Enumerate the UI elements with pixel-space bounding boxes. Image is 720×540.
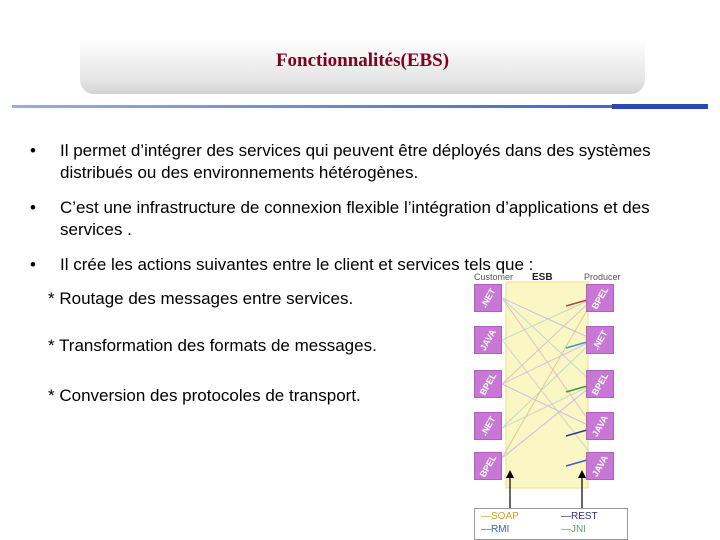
page-title: Fonctionnalités(EBS) [275, 50, 450, 71]
bullet-marker: • [30, 198, 36, 217]
sub-item-transformation: * Transformation des formats de messages. [48, 336, 377, 355]
bullet-item [30, 140, 710, 184]
producer-service-box: JAVA [586, 412, 614, 440]
bullet-marker: • [30, 141, 36, 160]
bullet-item [30, 197, 710, 241]
title-box [80, 8, 645, 94]
title-divider-accent [612, 104, 708, 109]
customer-service-box: JAVA [474, 326, 502, 354]
producer-label: Producer [584, 272, 621, 282]
bullet-list [30, 140, 710, 289]
bullet-text: Il permet d’intégrer des services qui peuvent être déployés dans des systèmes distribués ou des environnements hétérogènes. [60, 141, 651, 182]
bullet-text: C’est une infrastructure de connexion flexible l’intégration d’applications et des services . [60, 198, 650, 239]
legend-soap: —SOAP [481, 511, 519, 522]
sub-item-routing: * Routage des messages entre services. [48, 289, 354, 308]
customer-service-box: .NET [474, 284, 502, 312]
legend-rmi: —RMI [481, 524, 510, 535]
bullet-text: Il crée les actions suivantes entre le client et services tels que : [60, 255, 534, 274]
producer-service-box: .NET [586, 326, 614, 354]
legend-rest: —REST [561, 511, 598, 522]
customer-service-box: .NET [474, 412, 502, 440]
customer-service-box: BPEL [474, 370, 502, 398]
legend-jni: —JNI [561, 524, 586, 535]
producer-service-box: JAVA [586, 452, 614, 480]
title-divider [12, 105, 708, 108]
esb-label: ESB [532, 272, 553, 283]
esb-diagram [470, 268, 630, 540]
sub-item-conversion: * Conversion des protocoles de transport. [48, 386, 361, 405]
producer-service-box: BPEL [586, 284, 614, 312]
bullet-marker: • [30, 255, 36, 274]
customer-label: Customer [474, 272, 514, 282]
customer-service-box: BPEL [474, 452, 502, 480]
protocol-legend [474, 508, 628, 540]
producer-service-box: BPEL [586, 370, 614, 398]
